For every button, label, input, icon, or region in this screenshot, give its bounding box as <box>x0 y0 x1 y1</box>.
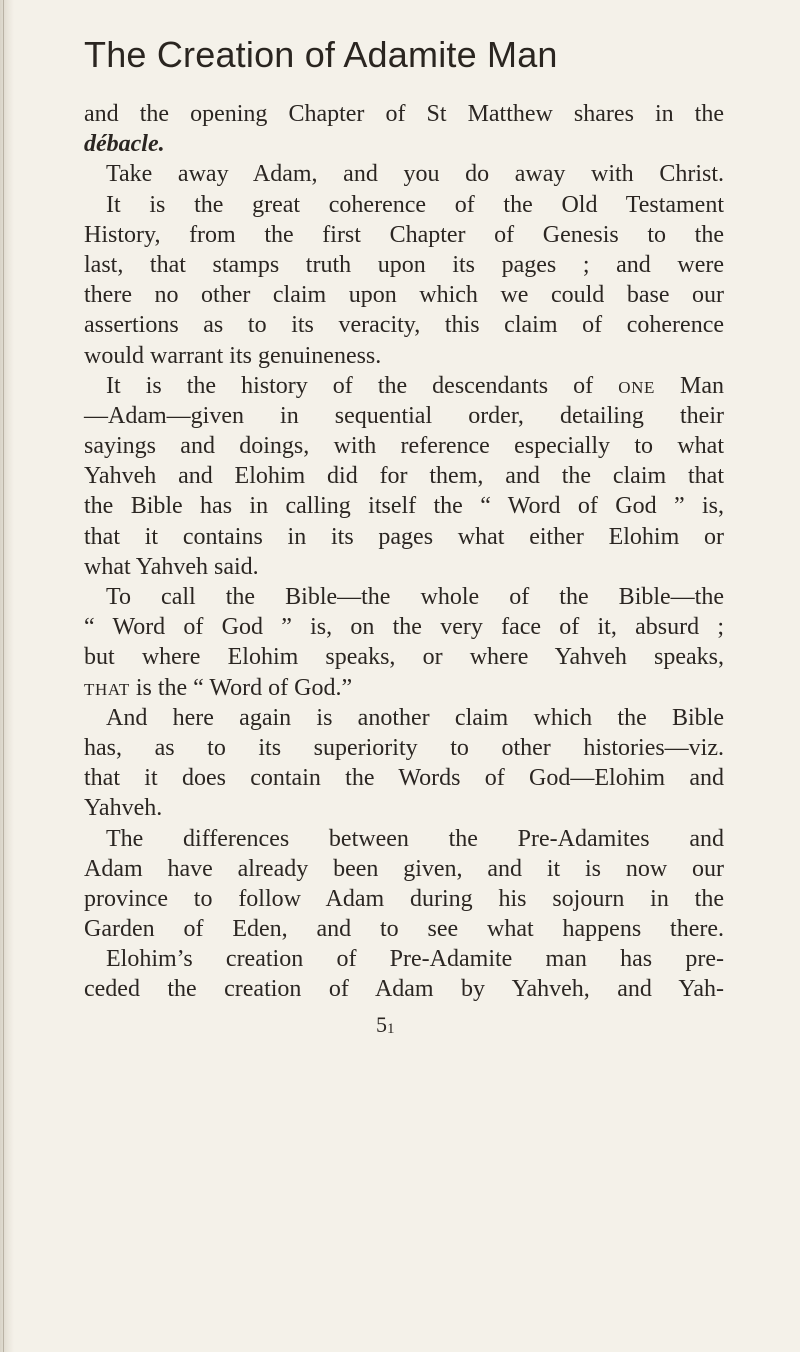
text-line-15: that it contains in its pages what either Elohim or <box>84 523 724 550</box>
text-line-24: Yahveh. <box>84 795 163 822</box>
text-line-3: Take away Adam, and you do away with Christ. <box>106 161 724 188</box>
text-line-17: To call the Bible—the whole of the Bible—the <box>106 584 724 610</box>
page-number <box>376 1012 395 1038</box>
small-caps-that: that <box>84 674 130 701</box>
text-line-18: “ Word of God ” is, on the very face of it, absurd ; <box>84 614 724 641</box>
text-line-16: what Yahveh said. <box>84 553 259 580</box>
text-line-8: assertions as to its veracity, this claim of coherence <box>84 312 724 339</box>
small-caps-one: one <box>618 372 655 399</box>
text-line-30: ceded the creation of Adam by Yahveh, and Yah- <box>84 976 724 1003</box>
page-number-sub: 1 <box>387 1021 395 1037</box>
text-line-13: Yahveh and Elohim did for them, and the claim that <box>84 463 724 490</box>
text-line-10-pre: It is the history of the descendants of <box>106 372 619 399</box>
text-line-4: It is the great coherence of the Old Testament <box>106 191 724 218</box>
text-line-20-post: is the “ Word of God.” <box>129 674 353 701</box>
text-line-2: débacle. <box>84 131 165 158</box>
text-line-20 <box>84 673 724 703</box>
text-line-7: there no other claim upon which we could base our <box>84 282 724 309</box>
text-line-10-post: Man <box>654 372 724 399</box>
text-line-11: —Adam—given in sequential order, detailing their <box>84 402 724 429</box>
text-line-29: Elohim’s creation of Pre-Adamite man has pre- <box>106 946 724 973</box>
text-line-26: Adam have already been given, and it is now our <box>84 855 724 882</box>
page-number-main: 5 <box>376 1012 387 1037</box>
text-line-12: sayings and doings, with reference especially to what <box>84 433 724 460</box>
text-line-9: would warrant its genuineness. <box>84 342 382 369</box>
text-line-27: province to follow Adam during his sojourn in the <box>84 885 724 912</box>
text-line-6: last, that stamps truth upon its pages ; and were <box>84 251 724 278</box>
text-line-25: The differences between the Pre-Adamites and <box>106 825 724 852</box>
text-line-23: that it does contain the Words of God—Elohim and <box>84 765 724 792</box>
text-line-22: has, as to its superiority to other histories—viz. <box>84 734 724 761</box>
text-line-5: History, from the first Chapter of Genesis to the <box>84 221 724 248</box>
text-line-28: Garden of Eden, and to see what happens there. <box>84 916 724 943</box>
text-line-14: the Bible has in calling itself the “ Word of God ” is, <box>84 493 724 520</box>
page-gutter-line <box>3 0 4 1352</box>
running-header: The Creation of Adamite Man <box>84 34 558 75</box>
text-line-19: but where Elohim speaks, or where Yahveh speaks, <box>84 644 724 671</box>
text-line-21: And here again is another claim which the Bible <box>106 704 724 731</box>
text-line-10 <box>84 371 724 401</box>
text-line-1: and the opening Chapter of St Matthew shares in the <box>84 101 724 127</box>
body-text <box>84 99 724 1005</box>
